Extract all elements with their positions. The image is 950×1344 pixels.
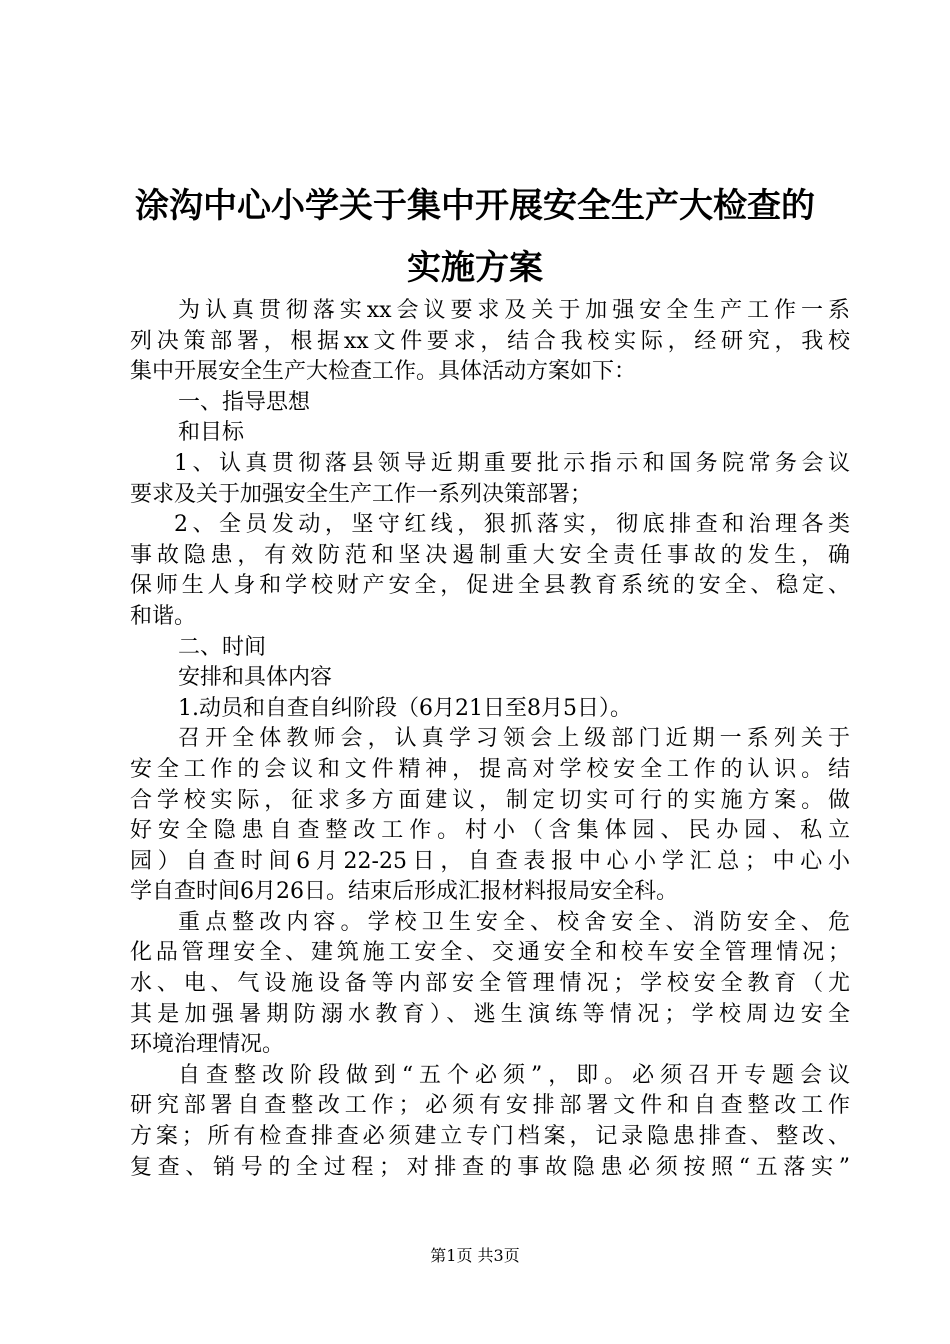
body-line: 化品管理安全、建筑施工安全、交通安全和校车安全管理情况； bbox=[130, 940, 850, 966]
body-line: 方案；所有检查排查必须建立专门档案，记录隐患排查、整改、 bbox=[130, 1124, 850, 1150]
body-line: 研究部署自查整改工作；必须有安排部署文件和自查整改工作 bbox=[130, 1093, 850, 1119]
section-heading: 二、时间 bbox=[178, 634, 267, 660]
body-line: 自查整改阶段做到“五个必须”，即。必须召开专题会议 bbox=[178, 1062, 850, 1088]
body-line: 1、认真贯彻落县领导近期重要批示指示和国务院常务会议 bbox=[174, 450, 850, 476]
body-line: 好安全隐患自查整改工作。村小（含集体园、民办园、私立 bbox=[130, 818, 850, 844]
body-line: 复查、销号的全过程；对排查的事故隐患必须按照“五落实” bbox=[130, 1154, 850, 1180]
body-line: 保师生人身和学校财产安全，促进全县教育系统的安全、稳定、 bbox=[130, 573, 850, 599]
body-line: 园）自查时间6月22-25日，自查表报中心小学汇总；中心小 bbox=[130, 848, 850, 874]
body-line: 其是加强暑期防溺水教育）、逃生演练等情况；学校周边安全 bbox=[130, 1001, 850, 1027]
body-line: 列决策部署，根据xx文件要求，结合我校实际，经研究，我校 bbox=[130, 328, 850, 354]
page-number: 第1页 bbox=[430, 1246, 473, 1265]
body-line: 水、电、气设施设备等内部安全管理情况；学校安全教育（尤 bbox=[130, 971, 850, 997]
body-line: 为认真贯彻落实xx会议要求及关于加强安全生产工作一系 bbox=[178, 298, 850, 323]
body-line: 重点整改内容。学校卫生安全、校舍安全、消防安全、危 bbox=[178, 909, 850, 935]
body-line: 2、全员发动，坚守红线，狠抓落实，彻底排查和治理各类 bbox=[174, 512, 850, 538]
body-line: 召开全体教师会，认真学习领会上级部门近期一系列关于 bbox=[178, 726, 850, 752]
page-footer bbox=[0, 1246, 950, 1266]
body-line: 合学校实际，征求多方面建议，制定切实可行的实施方案。做 bbox=[130, 787, 850, 813]
document-body bbox=[130, 296, 850, 1183]
page-total: 共3页 bbox=[477, 1246, 520, 1265]
body-line: 和谐。 bbox=[130, 603, 197, 629]
document-title-line-2: 实施方案 bbox=[407, 248, 543, 288]
section-heading-continued: 和目标 bbox=[178, 420, 245, 446]
body-line: 集中开展安全生产大检查工作。具体活动方案如下： bbox=[130, 359, 637, 385]
section-heading-continued: 安排和具体内容 bbox=[178, 665, 333, 691]
body-line: 环境治理情况。 bbox=[130, 1032, 285, 1058]
section-heading: 一、指导思想 bbox=[178, 389, 311, 415]
body-line: 学自查时间6月26日。结束后形成汇报材料报局安全科。 bbox=[130, 879, 678, 905]
document-title-line-1: 涂沟中心小学关于集中开展安全生产大检查的 bbox=[135, 186, 815, 226]
body-line: 安全工作的会议和文件精神，提高对学校安全工作的认识。结 bbox=[130, 756, 850, 782]
body-line: 要求及关于加强安全生产工作一系列决策部署； bbox=[130, 481, 593, 507]
body-line: 事故隐患，有效防范和坚决遏制重大安全责任事故的发生，确 bbox=[130, 542, 850, 568]
subsection-heading: 1.动员和自查自纠阶段（6月21日至8月5日）。 bbox=[178, 695, 632, 721]
